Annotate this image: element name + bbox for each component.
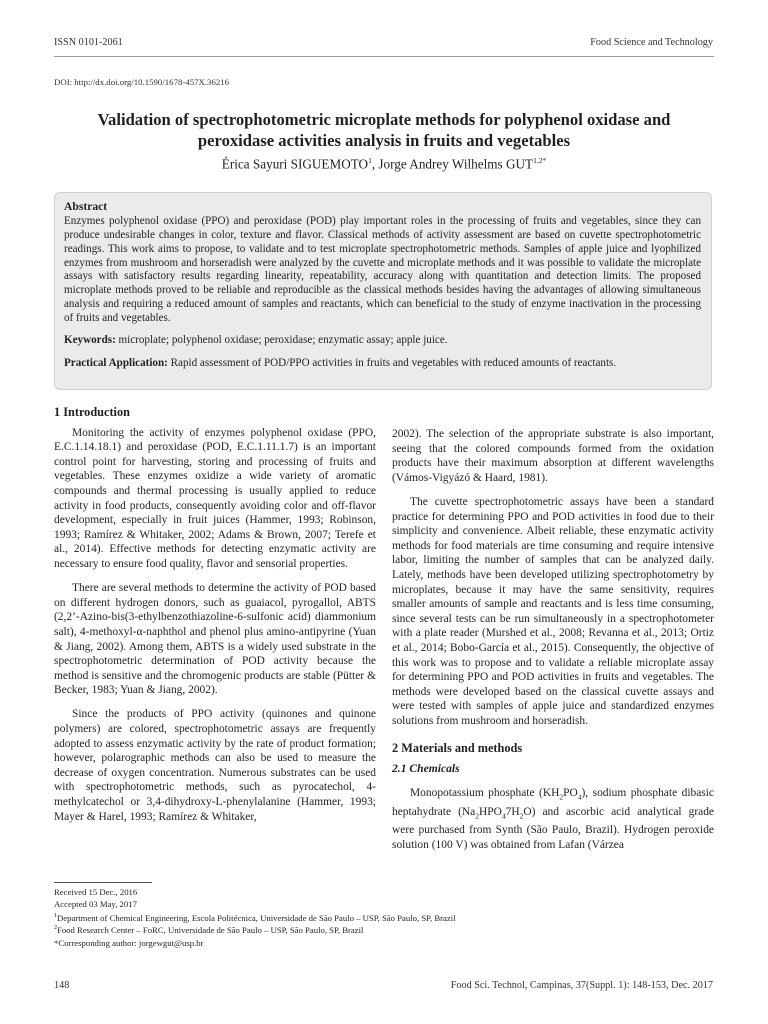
author-list — [60, 156, 708, 172]
subscript: 2 — [559, 791, 564, 801]
author-separator: , — [371, 156, 379, 172]
paragraph-chemicals — [392, 786, 714, 853]
affiliation-marker: 2 — [54, 925, 57, 931]
text-run: Monopotassium phosphate (KH — [410, 786, 560, 799]
affiliation-marker: 1,2* — [533, 156, 547, 165]
text-run: O) and ascorbic acid analytical grade were purchased from Synth (São Paulo, Brazil). Hydrogen peroxide solution (100 V) was obtained from Lafan (Várzea — [392, 805, 715, 851]
header-rule — [54, 56, 714, 57]
keywords-label: Keywords: — [64, 333, 116, 346]
author-name: Érica Sayuri SIGUEMOTO — [221, 156, 369, 172]
left-column — [54, 405, 376, 824]
page-number: 148 — [54, 980, 70, 991]
text-run: PO — [563, 786, 578, 799]
abstract-heading: Abstract — [64, 200, 108, 213]
affiliation-2 — [54, 923, 654, 936]
doi-link[interactable]: DOI: http://dx.doi.org/10.1590/1678-457X.36216 — [54, 77, 230, 87]
practical-text: Rapid assessment of POD/PPO activities in fruits and vegetables with reduced amounts of reactants. — [167, 356, 617, 369]
paragraph: There are several methods to determine the activity of POD based on different hydrogen donors, such as guaiacol, pyrogallol, ABTS (2,2’-Azino-bis(3-ethylbenzothiazoline-6-sulfonic acid) diammonium salt), 4-methoxyl-α-naphthol and phenol plus amino-antipyrine (Yuan & Jiang, 2002). Among them, ABTS is a widely used substrate in the spectrophotometric determination of POD activity because the method is sensitive and the chromogenic products are stable (Pütter & Becker, 1983; Yuan & Jiang, 2002). — [54, 582, 376, 697]
accepted-date: Accepted 03 May, 2017 — [54, 899, 137, 909]
section-heading-introduction: 1 Introduction — [54, 405, 130, 419]
keywords — [64, 334, 701, 348]
practical-label: Practical Application: — [64, 356, 168, 369]
corresponding-author: *Corresponding author: jorgewgut@usp.br — [54, 938, 204, 948]
section-heading-methods: 2 Materials and methods — [392, 741, 523, 756]
practical-application — [64, 357, 701, 371]
right-column — [392, 427, 714, 853]
abstract-text: Enzymes polyphenol oxidase (PPO) and peroxidase (POD) play important roles in the processing of fruits and vegetables, since they can produce undesirable changes in color, texture and flavor. Classical methods of activity assessment are based on cuvette spectrophotometric readings. This work aims to propose, to validate and to test microplate spectrophotometric methods. Samples of apple juice and lyophilized enzymes from mushroom and horseradish were analyzed by the cuvette and microplate methods and it was possible to validate the microplate assays with satisfactory results regarding linearity, repeatability, accuracy along with quantitation and detection limits. The proposed microplate methods proved to be reliable and reproducible as the classical methods besides having the advantages of allowing simultaneous analysis and requiring a reduced amount of samples and reactants, which can beneficial to the study of enzyme inactivation in the processing of fruits and vegetables. — [64, 215, 701, 324]
keywords-text: microplate; polyphenol oxidase; peroxidase; enzymatic assay; apple juice. — [115, 333, 448, 346]
text-run: 7H — [505, 805, 520, 818]
text-run: ), sodium phosphate dibasic heptahydrate (Na — [392, 786, 715, 818]
subscript: 2 — [475, 810, 479, 820]
affiliation-marker: 1 — [54, 913, 57, 919]
subscript: 4 — [501, 810, 506, 820]
footnote-rule — [54, 882, 152, 883]
paragraph: The cuvette spectrophotometric assays have been a standard practice for determining PPO and POD activities in food due to their simplicity and convenience. Albeit reliable, these enzymatic activity methods for food materials are time consuming and require intensive labor, limiting the number of samples that can be analyzed daily. Lately, methods have been developed utilizing spectrophotometry by microplates, because it may have the same sensitivity, requires smaller amounts of sample and reactants and is less time consuming, since several tests can be run simultaneously in a spectrophotometer with a plate reader (Murshed et al., 2008; Revanna et al., 2013; Ortiz et al., 2014; Bobo-García et al., 2015). Consequently, the objective of this work was to propose and to validate a reliable microplate assay for determining PPO and POD activities in fruits and vegetables. The methods were developed based on the classical cuvette assays and were tested with samples of apple juice and standardized enzymes solutions from mushroom and horseradish. — [392, 495, 714, 727]
abstract-box — [54, 192, 712, 390]
paragraph: Since the products of PPO activity (quinones and quinone polymers) are colored, spectrophotometric assays are frequently adopted to assess enzymatic activity by the rate of product formation; however, polarographic methods can also be used to measure the decrease of oxygen concentration. Numerous substrates can be used with spectrophotometric methods, such as pyrocatechol, 4-methylcatechol or 3,4-dihydroxy-L-phenylalanine (Hammer, 1993; Mayer & Harel, 1993; Ramírez & Whitaker, — [54, 708, 376, 823]
paper-title: Validation of spectrophotometric microplate methods for polyphenol oxidase and peroxidase activities analysis in fruits and vegetables — [97, 110, 671, 150]
author-name: Jorge Andrey Wilhelms GUT — [378, 156, 534, 172]
subsection-heading-chemicals: 2.1 Chemicals — [392, 762, 460, 776]
journal-name: Food Science and Technology — [590, 37, 713, 48]
affiliation-text: Department of Chemical Engineering, Escola Politécnica, Universidade de São Paulo – USP, São Paulo, SP, Brazil — [57, 912, 456, 923]
paragraph: Monitoring the activity of enzymes polyphenol oxidase (PPO, E.C.1.14.18.1) and peroxidase (POD, E.C.1.11.1.7) is an important control point for harvesting, storing and processing of fruits and vegetables. These enzymes oxidize a wide variety of aromatic compounds and thermal processing is usually applied to reduce activity in food products, consequently avoiding color and off-flavor development, especially in fruit juices (Hammer, 1993; Robinson, 1993; Ramírez & Whitaker, 2002; Adams & Brown, 2007; Terefe et al., 2014). Effective methods for detecting enzymatic activity are necessary to ensure food quality, flavor and sensorial properties. — [54, 426, 376, 570]
subscript: 2 — [519, 810, 524, 820]
received-date: Received 15 Dec., 2016 — [54, 887, 138, 897]
text-run: HPO — [478, 805, 502, 818]
affiliation-marker: 1 — [368, 156, 372, 165]
subscript: 4 — [577, 791, 582, 801]
issn: ISSN 0101-2061 — [54, 37, 123, 48]
paragraph-continued: 2002). The selection of the appropriate substrate is also important, seeing that the colored compounds formed from the oxidation products have their maximum absorption at different wavelengths (Vámos-Vigyázó & Haard, 1981). — [392, 428, 714, 484]
affiliation-text: Food Research Center – FoRC, Universidade de São Paulo – USP, São Paulo, SP, Brazil — [57, 924, 364, 935]
journal-citation: Food Sci. Technol, Campinas, 37(Suppl. 1): 148-153, Dec. 2017 — [450, 980, 713, 991]
